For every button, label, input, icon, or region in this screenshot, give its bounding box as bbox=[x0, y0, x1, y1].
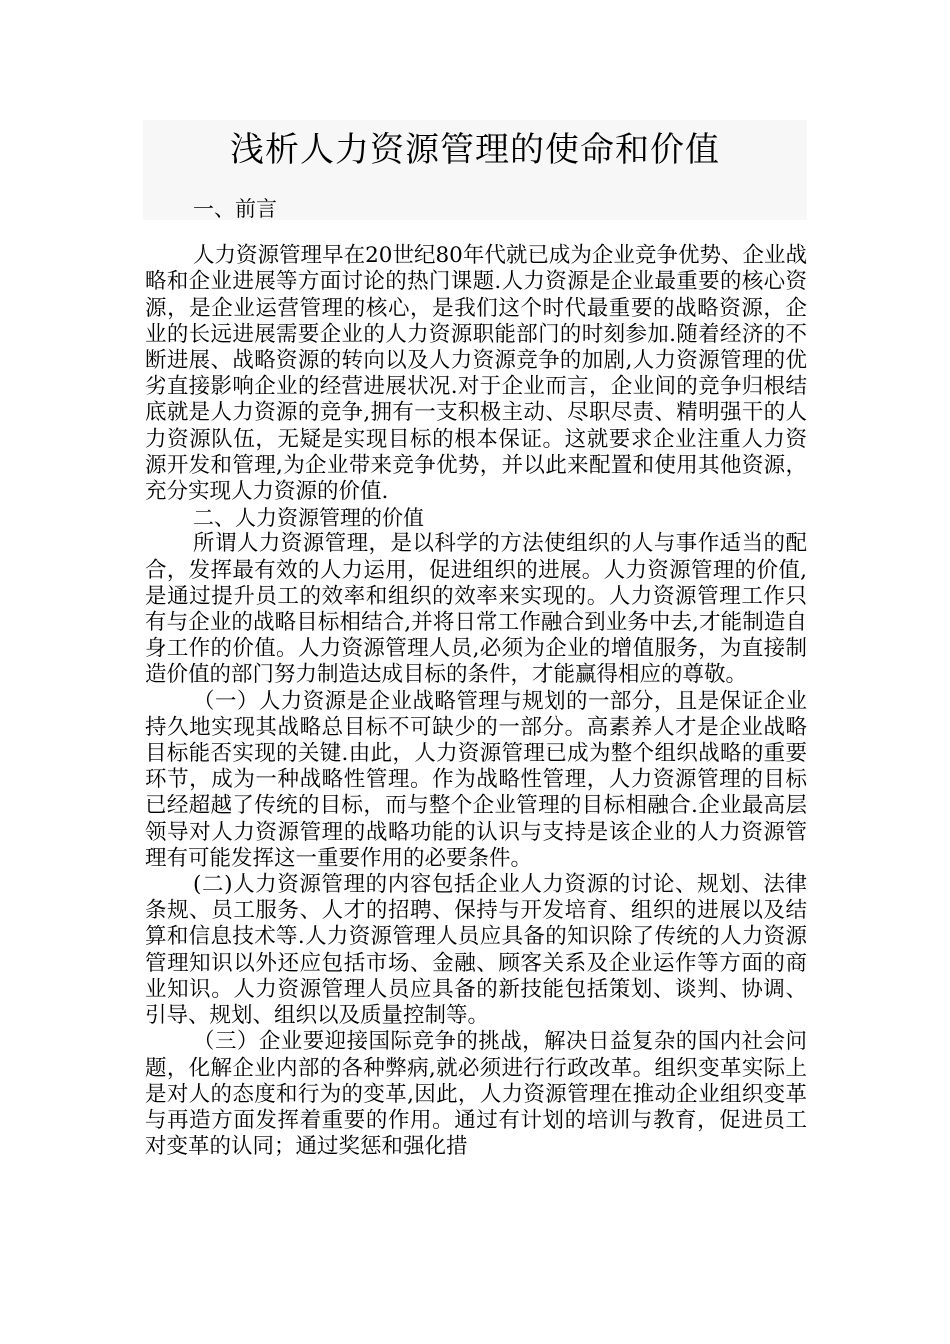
section-heading-value: 二、人力资源管理的价值 bbox=[193, 506, 424, 531]
paragraph-point-1: （一）人力资源是企业战略管理与规划的一部分，且是保证企业持久地实现其战略总目标不可缺少的一部分。高素养人才是企业战略目标能否实现的关键.由此，人力资源管理已成为整个组织战略的重要环节，成为一种战略性管理。作为战略性管理，人力资源管理的目标已经超越了传统的目标，而与整个企业管理的目标相融合.企业最高层领导对人力资源管理的战略功能的认识与支持是该企业的人力资源管理有可能发挥这一重要作用的必要条件。 bbox=[145, 688, 807, 871]
paragraph-point-2: (二)人力资源管理的内容包括企业人力资源的讨论、规划、法律条规、员工服务、人才的招聘、保持与开发培育、组织的进展以及结算和信息技术等.人力资源管理人员应具备的知识除了传统的人力资源管理知识以外还应包括市场、金融、顾客关系及企业运作等方面的商业知识。人力资源管理人员应具备的新技能包括策划、谈判、协调、引导、规划、组织以及质量控制等。 bbox=[145, 872, 807, 1029]
paragraph-preface: 人力资源管理早在20世纪80年代就已成为企业竞争优势、企业战略和企业进展等方面讨论的热门课题.人力资源是企业最重要的核心资源，是企业运营管理的核心，是我们这个时代最重要的战略资源，企业的长远进展需要企业的人力资源职能部门的时刻参加.随着经济的不断进展、战略资源的转向以及人力资源竞争的加剧,人力资源管理的优劣直接影响企业的经营进展状况.对于企业而言，企业间的竞争归根结底就是人力资源的竞争,拥有一支积极主动、尽职尽责、精明强干的人力资源队伍，无疑是实现目标的根本保证。这就要求企业注重人力资源开发和管理,为企业带来竞争优势，并以此来配置和使用其他资源，充分实现人力资源的价值. bbox=[145, 243, 807, 505]
section-heading-preface: 一、前言 bbox=[193, 197, 277, 221]
paragraph-definition: 所谓人力资源管理，是以科学的方法使组织的人与事作适当的配合，发挥最有效的人力运用，促进组织的进展。人力资源管理的价值,是通过提升员工的效率和组织的效率来实现的。人力资源管理工作只有与企业的战略目标相结合,并将日常工作融合到业务中去,才能制造自身工作的价值。人力资源管理人员,必须为企业的增值服务，为直接制造价值的部门努力制造达成目标的条件，才能赢得相应的尊敬。 bbox=[145, 531, 807, 688]
document-body bbox=[145, 196, 807, 1160]
paragraph-point-3: （三）企业要迎接国际竞争的挑战，解决日益复杂的国内社会问题，化解企业内部的各种弊病,就必须进行行政改革。组织变革实际上是对人的态度和行为的变革,因此，人力资源管理在推动企业组织变革与再造方面发挥着重要的作用。通过有计划的培训与教育，促进员工对变革的认同；通过奖惩和强化措 bbox=[145, 1029, 807, 1160]
document-title: 浅析人力资源管理的使命和价值 bbox=[230, 130, 720, 170]
